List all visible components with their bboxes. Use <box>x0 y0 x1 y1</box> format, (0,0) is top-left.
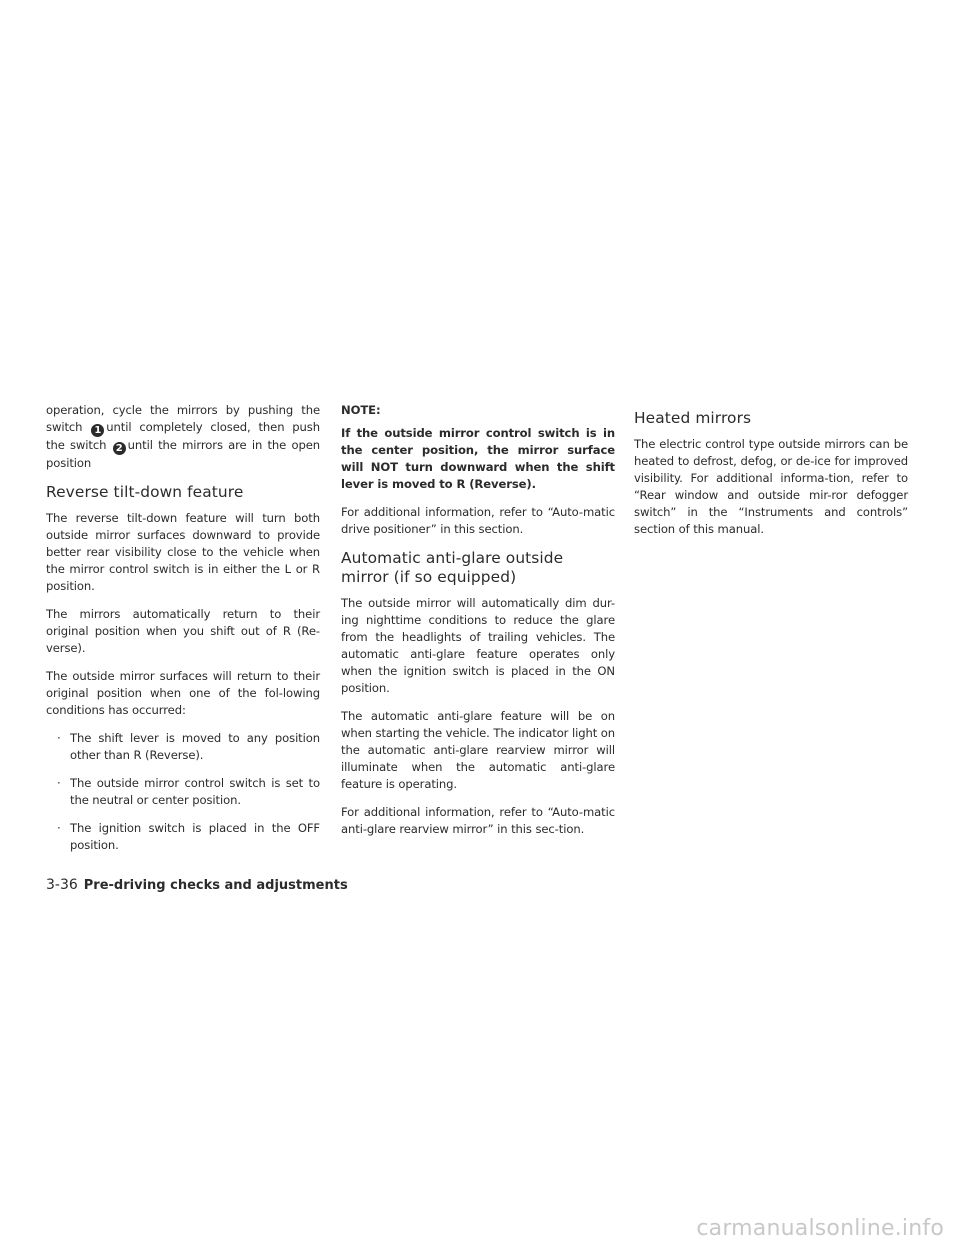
paragraph: The outside mirror will automatically dim dur-ing nighttime conditions to reduce the glare from the headlights of trailing vehicles. The automatic anti-glare feature operates only when the ignition switch is placed in the ON position. <box>341 596 615 695</box>
paragraph: The electric control type outside mirrors can be heated to defrost, defog, or de-ice for improved visibility. For additional informa-tion, refer to “Rear window and outside mir-ror defogger switch” in the “Instruments and controls” section of this manual. <box>634 437 908 536</box>
page-number: 3-36 <box>46 877 78 893</box>
list-item: · The outside mirror control switch is set to the neutral or center position. <box>57 776 320 807</box>
list-item: · The shift lever is moved to any position other than R (Reverse). <box>57 731 320 762</box>
column-3 <box>634 404 908 549</box>
note-label: NOTE: <box>341 403 381 417</box>
section-title: Pre-driving checks and adjustments <box>83 878 348 893</box>
paragraph: The outside mirror surfaces will return to their original position when one of the fol-lowing conditions has occurred: <box>46 669 320 717</box>
watermark: carmanualsonline.info <box>696 1216 944 1241</box>
paragraph: For additional information, refer to “Auto-matic drive positioner” in this section. <box>341 505 615 536</box>
paragraph: The reverse tilt-down feature will turn both outside mirror surfaces downward to provide better rear visibility close to the vehicle when the mirror control switch is in either the L or R position. <box>46 511 320 593</box>
callout-1-icon: 1 <box>91 424 104 437</box>
paragraph: The mirrors automatically return to their original position when you shift out of R (Re-verse). <box>46 607 320 655</box>
callout-2-icon: 2 <box>113 442 126 455</box>
bullet-icon: · <box>57 731 61 745</box>
paragraph: For additional information, refer to “Auto-matic anti-glare rearview mirror” in this sec-tion. <box>341 805 615 836</box>
heading-reverse-tilt-down: Reverse tilt-down feature <box>46 483 244 501</box>
column-2 <box>341 402 615 849</box>
intro-paragraph: operation, cycle the mirrors by pushing the switch 1 until completely closed, then push the switch 2 until the mirrors are in the open position <box>46 403 320 470</box>
heading-anti-glare-mirror: Automatic anti-glare outside mirror (if so equipped) <box>341 549 564 586</box>
note-text: If the outside mirror control switch is in the center position, the mirror surface will NOT turn downward when the shift lever is moved to R (Reverse). <box>341 426 615 491</box>
page-footer <box>46 876 348 895</box>
bullet-icon: · <box>57 776 61 790</box>
heading-heated-mirrors: Heated mirrors <box>634 409 752 427</box>
conditions-list <box>46 730 320 854</box>
column-1 <box>46 402 320 865</box>
bullet-icon: · <box>57 821 61 835</box>
paragraph: The automatic anti-glare feature will be on when starting the vehicle. The indicator light on the automatic anti-glare rearview mirror will illuminate when the automatic anti-glare feature is operating. <box>341 709 615 791</box>
list-item: · The ignition switch is placed in the OFF position. <box>57 821 320 852</box>
